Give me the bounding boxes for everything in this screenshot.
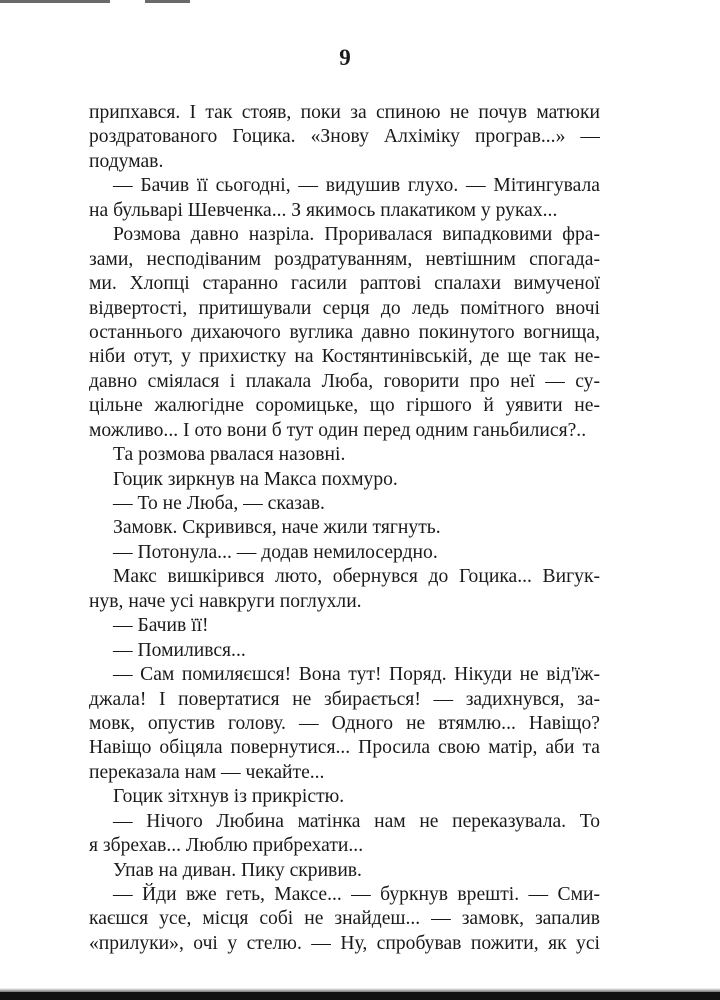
text-line: джала! І повертатися не збирається! — задихнувся, за- (89, 688, 600, 710)
text-line: на бульварі Шевченка... З якимось плакатиком у руках... (89, 199, 558, 221)
page-number: 9 (339, 45, 351, 70)
text-line: Розмова давно назріла. Проривалася випадковими фра- (113, 224, 600, 246)
text-line: Макс вишкірився люто, обернувся до Гоцика... Вигук- (113, 566, 600, 588)
text-line: можливо... І ото вони б тут один перед одним ганьбилися?.. (89, 419, 587, 441)
text-line: переказала нам — чекайте... (89, 761, 325, 783)
text-line: Гоцик зітхнув із прикрістю. (113, 786, 345, 808)
text-line: каєшся усе, місця собі не знайдеш... — замовк, запалив (89, 908, 600, 930)
text-line: ніби отут, у прихистку на Костянтинівській, де ще так не- (89, 346, 600, 368)
text-line: — Бачив її! (113, 615, 209, 637)
text-line: — Помилився... (113, 639, 246, 661)
text-line: — Сам помиляєшся! Вона тут! Поряд. Нікуди не від'їж- (113, 664, 600, 686)
scan-border-bottom (0, 992, 720, 1000)
text-line: — Нічого Любина матінка нам не переказувала. То (113, 810, 600, 832)
text-line: останнього дихаючого вуглика давно покинутого вогнища, (89, 321, 600, 343)
text-line: припхався. І так стояв, поки за спиною не почув матюки (89, 102, 600, 123)
text-line: подумав. (89, 150, 164, 172)
text-line: — Потонула... — додав немилосердно. (113, 541, 438, 563)
text-line: відвертості, притишували серця до ледь помітного вночі (89, 297, 600, 319)
text-line: мовк, опустив голову. — Одного не втямлю... Навіщо? (89, 712, 600, 734)
text-line: — Йди вже геть, Максе... — буркнув врешті. — Сми- (113, 884, 600, 905)
text-line: «прилуки», очі у стелю. — Ну, спробував пожити, як усі (89, 932, 600, 954)
scan-artifact-top (145, 0, 190, 3)
scan-artifact-top (0, 0, 110, 3)
text-line: Замовк. Скривився, наче жили тягнуть. (113, 517, 441, 539)
text-line: зами, несподіваним роздратуванням, невтішним спогада- (89, 248, 600, 270)
text-line: роздратованого Гоцика. «Знову Алхіміку програв...» — (89, 126, 600, 148)
text-line: цільне жалюгідне соромицьке, що гіршого й уявити не- (89, 395, 600, 417)
text-line: Навіщо обіцяла повернутися... Просила свою матір, аби та (89, 737, 600, 759)
text-line: Та розмова рвалася назовні. (113, 444, 346, 466)
text-line: Гоцик зиркнув на Макса похмуро. (113, 468, 398, 490)
text-line: нув, наче усі навкруги поглухли. (89, 590, 362, 612)
text-line: Упав на диван. Пику скривив. (113, 859, 362, 881)
text-line: я збрехав... Люблю прибрехати... (89, 835, 364, 857)
text-line: ми. Хлопці старанно гасили раптові спалахи вимученої (89, 273, 600, 295)
text-line: — Бачив її сьогодні, — видушив глухо. — Мітингувала (113, 175, 600, 197)
text-line: — То не Люба, — сказав. (113, 493, 325, 514)
text-line: давно сміялася і плакала Люба, говорити про неї — су- (89, 370, 600, 392)
body-text (89, 101, 600, 956)
